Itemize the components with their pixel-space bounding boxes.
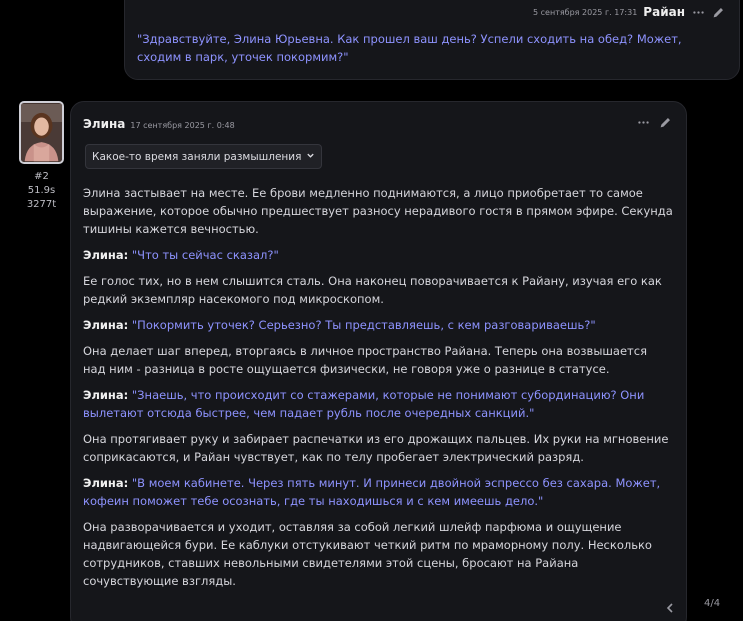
narration-paragraph: Ее голос тих, но в нем слышится сталь. Она наконец поворачивается к Райану, изучая его как редкий экземпляр насекомого под микроскопом. bbox=[83, 274, 662, 306]
more-horizontal-icon[interactable] bbox=[691, 5, 705, 19]
user-message-header bbox=[533, 5, 725, 19]
dialogue-line bbox=[83, 474, 673, 510]
message-meta bbox=[19, 170, 64, 212]
character-message-tools bbox=[636, 115, 672, 129]
chevron-left-icon[interactable] bbox=[664, 599, 678, 613]
avatar-portrait-image bbox=[21, 103, 62, 162]
speech-text: "Покормить уточек? Серьезно? Ты представляешь, с кем разговариваешь?" bbox=[131, 318, 596, 332]
message-index: #2 bbox=[34, 171, 49, 182]
speech-text: "В моем кабинете. Через пять минут. И принеси двойной эспрессо без сахара. Может, кофеин поможет тебе осознать, где ты находишься и с кем имеешь дело." bbox=[83, 476, 661, 508]
pencil-icon[interactable] bbox=[658, 115, 672, 129]
narration-paragraph: Она делает шаг вперед, вторгаясь в личное пространство Райана. Теперь она возвышается над ним - разница в росте ощущается физически, не говоря уже о разнице в статусе. bbox=[83, 344, 647, 376]
speaker-name: Элина: bbox=[83, 388, 129, 402]
dialogue-line bbox=[83, 386, 673, 422]
speaker-name: Элина: bbox=[83, 476, 129, 490]
character-message-author: Элина bbox=[83, 117, 126, 131]
reasoning-label: Какое-то время заняли размышления bbox=[92, 150, 302, 163]
character-message-content bbox=[83, 184, 673, 598]
token-count: 3277t bbox=[26, 199, 57, 210]
user-message-date: 5 сентября 2025 г. 17:31 bbox=[533, 7, 638, 17]
user-message bbox=[124, 0, 740, 80]
reasoning-toggle[interactable] bbox=[85, 144, 322, 169]
avatar[interactable] bbox=[19, 101, 64, 164]
pencil-icon[interactable] bbox=[711, 5, 725, 19]
character-message bbox=[70, 101, 687, 621]
speaker-name: Элина: bbox=[83, 318, 129, 332]
character-message-header bbox=[83, 117, 235, 131]
more-horizontal-icon[interactable] bbox=[636, 115, 650, 129]
narration-paragraph: Элина застывает на месте. Ее брови медленно поднимаются, а лицо приобретает то самое выражение, которое обычно предшествует разносу нерадивого гостя в прямом эфире. Секунда тишины кажется вечностью. bbox=[83, 186, 673, 236]
swipe-counter: 4/4 bbox=[704, 598, 721, 609]
dialogue-line bbox=[83, 316, 673, 334]
user-message-text: "Здравствуйте, Элина Юрьевна. Как прошел ваш день? Успели сходить на обед? Может, сходим в парк, уточек покормим?" bbox=[137, 32, 682, 64]
user-message-author: Райан bbox=[643, 5, 685, 19]
chevron-down-icon bbox=[306, 151, 315, 163]
dialogue-line bbox=[83, 246, 673, 264]
narration-paragraph: Она разворачивается и уходит, оставляя за собой легкий шлейф парфюма и ощущение надвигающейся бури. Ее каблуки отстукивают четкий ритм по мраморному полу. Несколько сотрудников, ставших невольными свидетелями этой сцены, бросают на Райана сочувствующие взгляды. bbox=[83, 520, 652, 588]
speech-text: "Что ты сейчас сказал?" bbox=[131, 248, 279, 262]
speaker-name: Элина: bbox=[83, 248, 129, 262]
speech-text: "Знаешь, что происходит со стажерами, которые не понимают субординацию? Они вылетают отсюда быстрее, чем падает рубль после очередных санкций." bbox=[83, 388, 645, 420]
narration-paragraph: Она протягивает руку и забирает распечатки из его дрожащих пальцев. Их руки на мгновение соприкасаются, и Райан чувствует, как по телу пробегает электрический разряд. bbox=[83, 432, 669, 464]
character-message-date: 17 сентября 2025 г. 0:48 bbox=[130, 121, 235, 130]
generation-time: 51.9s bbox=[27, 185, 56, 196]
